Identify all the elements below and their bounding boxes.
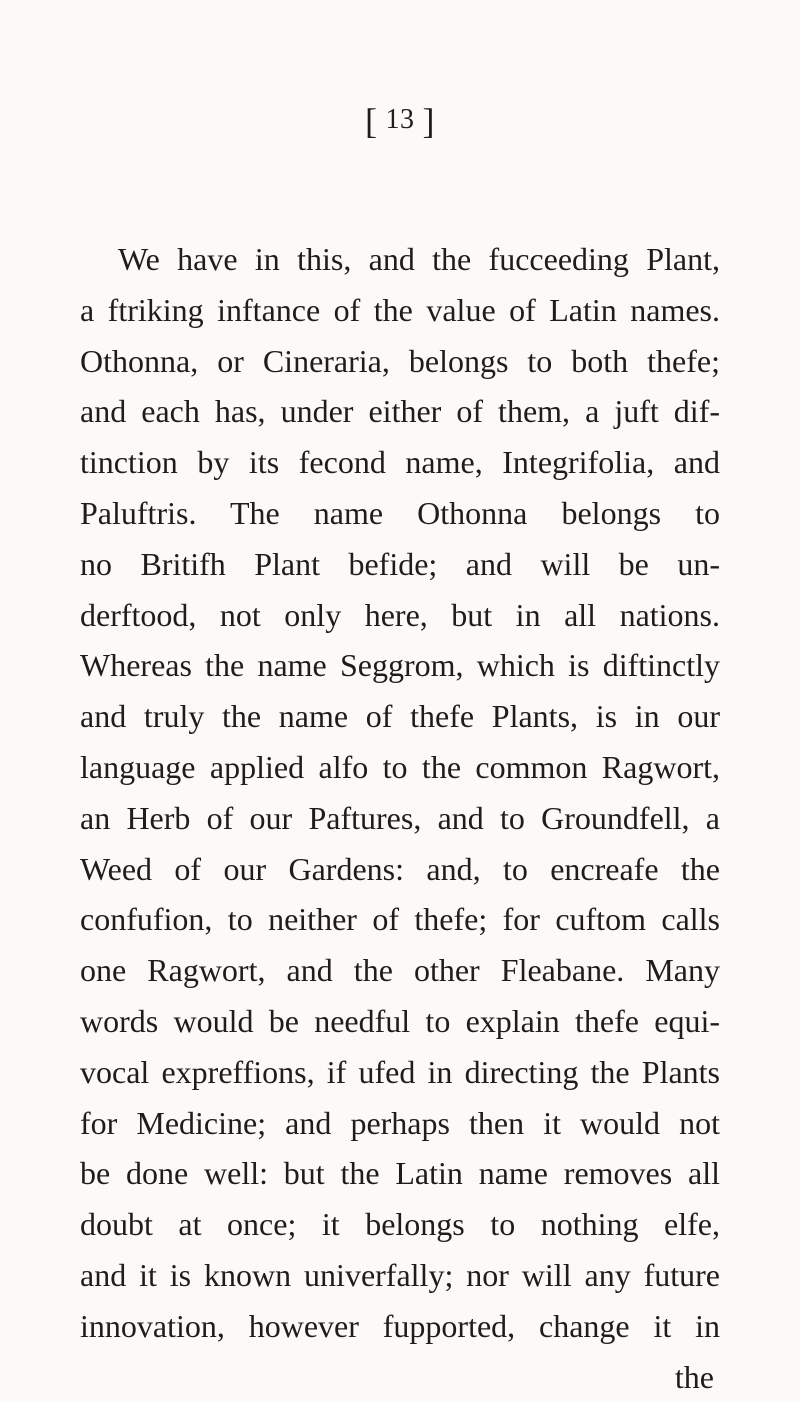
- text-line: words would be needful to explain thefe equi-: [80, 1002, 720, 1039]
- page-number-value: 13: [385, 104, 415, 135]
- text-line: tinction by its fecond name, Integrifolia, and: [80, 444, 720, 481]
- body-text: [80, 234, 720, 1402]
- text-line: Weed of our Gardens: and, to encreafe the: [80, 850, 720, 887]
- catchword: the: [674, 1358, 714, 1395]
- text-line: a ftriking inftance of the value of Latin names.: [80, 291, 720, 328]
- text-line: Paluftris. The name Othonna belongs to: [80, 494, 720, 531]
- text-line: and it is known univerfally; nor will any future: [80, 1256, 720, 1293]
- text-line: language applied alfo to the common Ragwort,: [80, 748, 720, 785]
- text-line: innovation, however fupported, change it in: [80, 1307, 720, 1344]
- text-line: Othonna, or Cineraria, belongs to both thefe;: [80, 342, 720, 379]
- text-line: for Medicine; and perhaps then it would not: [80, 1104, 720, 1141]
- text-line: doubt at once; it belongs to nothing elfe,: [80, 1206, 720, 1243]
- page-number-close-bracket: ]: [422, 101, 435, 141]
- text-line: We have in this, and the fucceeding Plant,: [118, 241, 720, 277]
- text-line: and truly the name of thefe Plants, is in our: [80, 698, 720, 735]
- page-number: [0, 100, 800, 142]
- text-line: and each has, under either of them, a juft dif-: [80, 393, 720, 430]
- text-line: Whereas the name Seggrom, which is diftinctly: [80, 647, 720, 684]
- text-line: vocal expreffions, if ufed in directing the Plants: [80, 1053, 720, 1090]
- text-line: derftood, not only here, but in all nations.: [80, 596, 720, 633]
- text-line: be done well: but the Latin name removes all: [80, 1155, 720, 1192]
- page-number-open-bracket: [: [365, 101, 378, 141]
- text-line: an Herb of our Paftures, and to Groundfell, a: [80, 799, 720, 836]
- text-line: one Ragwort, and the other Fleabane. Many: [80, 952, 720, 989]
- text-line: confufion, to neither of thefe; for cuftom calls: [80, 901, 720, 938]
- text-line: no Britifh Plant befide; and will be un-: [80, 545, 720, 582]
